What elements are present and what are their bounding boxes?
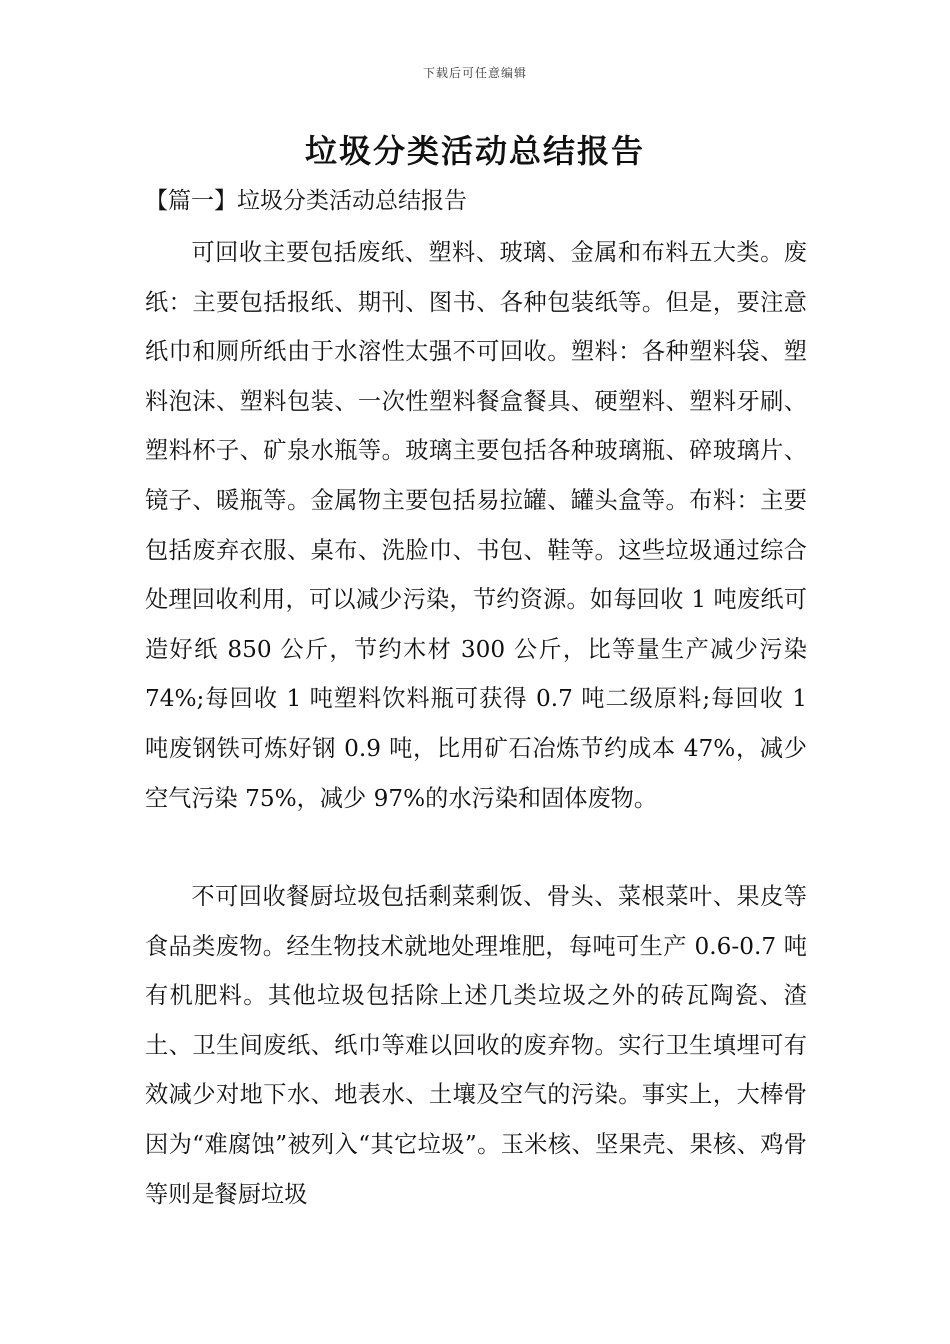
body-paragraph: 可回收主要包括废纸、塑料、玻璃、金属和布料五大类。废纸：主要包括报纸、期刊、图书、各种包装纸等。但是，要注意纸巾和厕所纸由于水溶性太强不可回收。塑料：各种塑料袋、塑料泡沫、塑料包装、一次性塑料餐盒餐具、硬塑料、塑料牙刷、塑料杯子、矿泉水瓶等。玻璃主要包括各种玻璃瓶、碎玻璃片、镜子、暖瓶等。金属物主要包括易拉罐、罐头盒等。布料：主要包括废弃衣服、桌布、洗脸巾、书包、鞋等。这些垃圾通过综合处理回收利用，可以减少污染，节约资源。如每回收 1 吨废纸可造好纸 850 公斤，节约木材 300 公斤，比等量生产减少污染 74%;每回收 1 吨塑料饮料瓶可获得 0.7 吨二级原料;每回收 1 吨废钢铁可炼好钢 0.9 吨，比用矿石冶炼节约成本 47%，减少空气污染 75%，减少 97%的水污染和固体废物。	[145, 239, 807, 812]
body-paragraph-container	[145, 872, 807, 1219]
section-heading: 【篇一】垃圾分类活动总结报告	[145, 188, 467, 214]
body-paragraph: 不可回收餐厨垃圾包括剩菜剩饭、骨头、菜根菜叶、果皮等食品类废物。经生物技术就地处理堆肥，每吨可生产 0.6-0.7 吨有机肥料。其他垃圾包括除上述几类垃圾之外的砖瓦陶瓷、渣土、卫生间废纸、纸巾等难以回收的废弃物。实行卫生填埋可有效减少对地下水、地表水、土壤及空气的污染。事实上，大棒骨因为“难腐蚀”被列入“其它垃圾”。玉米核、坚果壳、果核、鸡骨等则是餐厨垃圾	[145, 883, 807, 1208]
document-title: 垃圾分类活动总结报告	[304, 132, 645, 170]
body-paragraph-container	[145, 228, 807, 823]
header-note: 下载后可任意编辑	[422, 66, 527, 80]
